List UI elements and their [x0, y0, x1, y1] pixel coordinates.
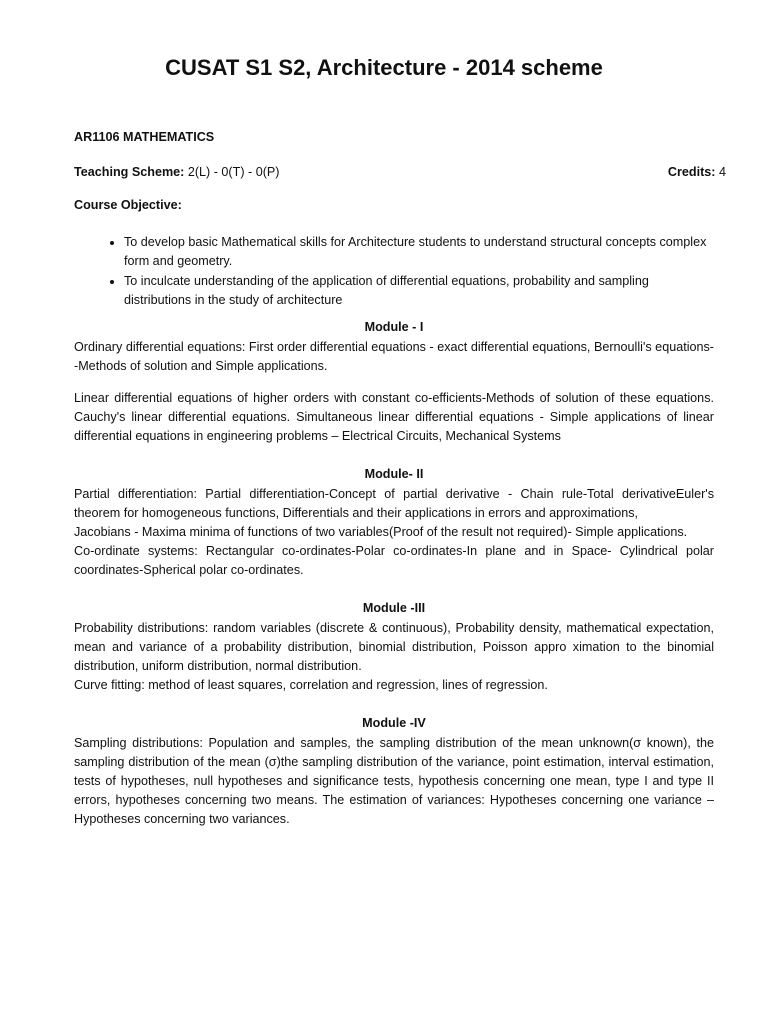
- credits-label: Credits:: [667, 165, 716, 179]
- credits-value: 4: [718, 165, 726, 179]
- syllabus-content: [74, 128, 726, 829]
- module-paragraph: Partial differentiation: Partial differentiation-Concept of partial derivative - Chain rule-Total derivativeEuler's theorem for homogeneous functions, Differentials and their applications in errors and approximations,: [74, 487, 714, 520]
- module-paragraph: Sampling distributions: Population and samples, the sampling distribution of the mean unknown(σ known), the sampling distribution of the mean (σ)the sampling distribution of the variance, point estimation, interval estimation, tests of hypotheses, null hypotheses and significance tests, hypothesis concerning one mean, type I and type II errors, hypotheses concerning two means. The estimation of variances: Hypotheses concerning one variance – Hypotheses concerning two variances.: [74, 736, 714, 826]
- objective-item: • To develop basic Mathematical skills for Architecture students to understand structural concepts complex form and geometry.: [124, 233, 714, 271]
- module-heading: Module- II: [364, 467, 424, 481]
- module-heading: Module -IV: [362, 716, 426, 730]
- course-code-title: AR1106 MATHEMATICS: [74, 130, 215, 144]
- module-paragraph: Co-ordinate systems: Rectangular co-ordinates-Polar co-ordinates-In plane and in Space- Cylindrical polar coordinates-Spherical polar co-ordinates.: [74, 544, 714, 577]
- course-objective-label: Course Objective:: [74, 198, 182, 212]
- module-heading: Module -III: [362, 601, 426, 615]
- module-paragraph: Probability distributions: random variables (discrete & continuous), Probability density, mathematical expectation, mean and variance of a probability distribution, binomial distribution, Poisson appro ximation to the binomial distribution, uniform distribution, normal distribution.: [74, 621, 714, 673]
- module-paragraph: Jacobians - Maxima minima of functions of two variables(Proof of the result not required)- Simple applications.: [74, 525, 688, 539]
- module-paragraph: Linear differential equations of higher orders with constant co-efficients-Methods of solution of these equations. Cauchy's linear differential equations. Simultaneous linear differential equations - Simple applications of linear differential equations in engineering problems – Electrical Circuits, Mechanical Systems: [74, 391, 714, 443]
- teaching-scheme: [74, 163, 280, 182]
- objectives-list: [74, 233, 714, 310]
- module-paragraph: Curve fitting: method of least squares, correlation and regression, lines of regression.: [74, 678, 548, 692]
- module-paragraph: Ordinary differential equations: First order differential equations - exact differential equations, Bernoulli's equations--Methods of solution and Simple applications.: [74, 340, 714, 373]
- teaching-scheme-label: Teaching Scheme:: [74, 165, 185, 179]
- module-heading: Module - I: [364, 320, 424, 334]
- objective-item: • To inculcate understanding of the application of differential equations, probability and sampling distributions in the study of architecture: [124, 272, 714, 310]
- teaching-scheme-value: 2(L) - 0(T) - 0(P): [187, 165, 280, 179]
- teaching-scheme-row: [74, 163, 726, 182]
- credits: [668, 163, 726, 182]
- document-title: CUSAT S1 S2, Architecture - 2014 scheme: [165, 55, 603, 80]
